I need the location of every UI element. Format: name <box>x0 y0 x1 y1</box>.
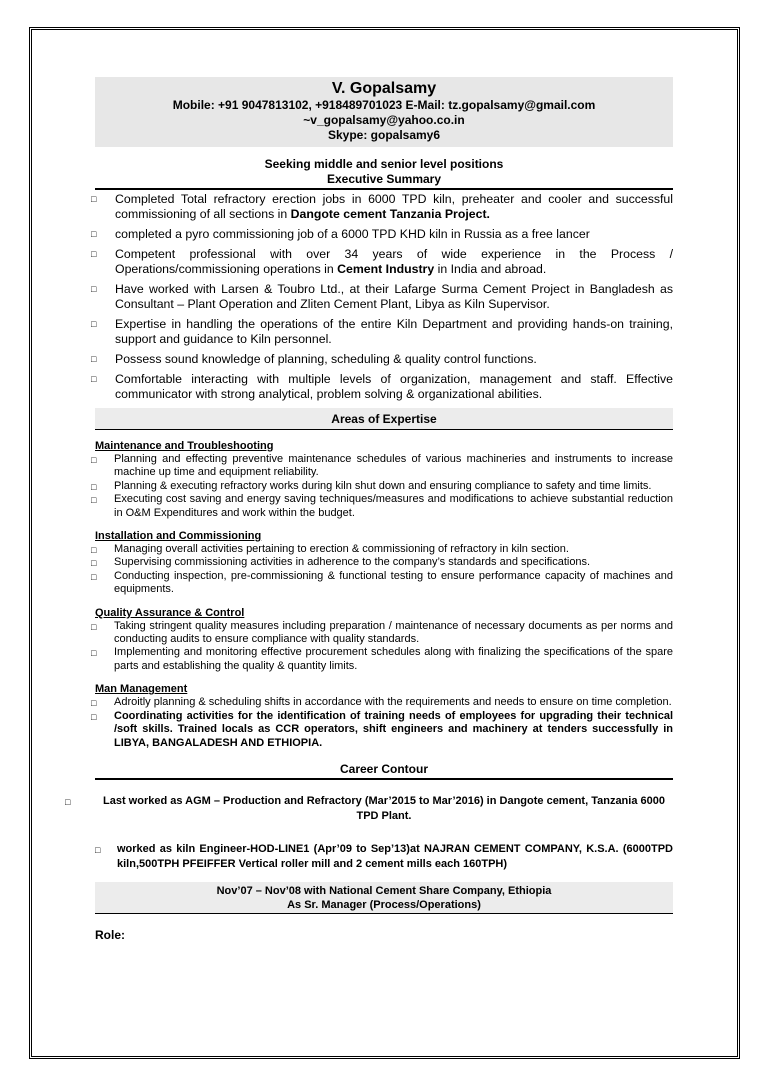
expertise-item: □ Adroitly planning & scheduling shifts in accordance with the requirements and needs to ensure on time completion. <box>91 696 672 709</box>
expertise-item: □ Implementing and monitoring effective procurement schedules along with finalizing the specifications of the spare parts and establishing the quality & quantity limits. <box>91 646 673 672</box>
expertise-item: □ Coordinating activities for the identification of training needs of employees for upgrading their technical /soft skills. Trained locals as CCR operators, shift engineers and machinery at tenders successfully in LIBYA, BANGALADESH AND ETHIOPIA. <box>91 709 673 749</box>
expertise-section <box>91 440 673 520</box>
bullet-icon: □ <box>91 455 97 465</box>
skype-id: Skype: gopalsamy6 <box>327 128 441 142</box>
job-header <box>95 882 673 914</box>
bullet-icon: □ <box>91 558 97 569</box>
bullet-icon: □ <box>95 844 101 855</box>
section-heading: Man Management <box>95 683 188 696</box>
bullet-icon: □ <box>91 374 97 384</box>
bullet-icon: □ <box>91 495 97 506</box>
summary-item: □ Competent professional with over 34 years of wide experience in the Process / Operations/commissioning operations in Cement Industry in India and abroad. <box>91 247 673 276</box>
expertise-item: □ Planning and effecting preventive maintenance schedules of various machineries and instruments to increase machine up time and equipment reliability. <box>91 453 673 479</box>
summary-item: □ Possess sound knowledge of planning, scheduling & quality control functions. <box>91 352 537 366</box>
bullet-icon: □ <box>65 796 71 807</box>
career-item: □ Last worked as AGM – Production and Refractory (Mar’2015 to Mar’2016) in Dangote cement, Tanzania 6000 TPD Plant. <box>65 794 665 822</box>
expertise-item: □ Taking stringent quality measures including preparation / maintenance of necessary documents as per norms and conducting audits to ensure compliance with quality standards. <box>91 619 673 646</box>
summary-item: □ Expertise in handling the operations of the entire Kiln Department and providing hands-on training, support and guidance to Kiln personnel. <box>91 317 673 346</box>
bullet-icon: □ <box>91 648 97 659</box>
expertise-list <box>91 619 673 674</box>
bullet-icon: □ <box>91 481 97 492</box>
expertise-section <box>91 683 673 750</box>
expertise-item: □ Supervising commissioning activities in adherence to the company’s standards and specifications. <box>91 556 591 569</box>
role-label: Role: <box>95 927 125 942</box>
bullet-icon: □ <box>91 571 97 582</box>
section-heading: Maintenance and Troubleshooting <box>95 440 274 452</box>
summary-item: □ Have worked with Larsen & Toubro Ltd., at their Lafarge Surma Cement Project in Bangladesh as Consultant – Plant Operation and Zliten Cement Plant, Libya as Kiln Supervisor. <box>91 282 673 311</box>
expertise-list <box>91 696 673 750</box>
contact-line: Mobile: +91 9047813102, +918489701023 E-Mail: tz.gopalsamy@gmail.com <box>172 98 596 112</box>
expertise-list <box>91 543 673 597</box>
executive-summary-title: Executive Summary <box>95 172 673 190</box>
career-item: □ worked as kiln Engineer-HOD-LINE1 (Apr’09 to Sep’13)at NAJRAN CEMENT COMPANY, K.S.A. (6000TPD kiln,500TPH PFEIFFER Vertical roller mill and 2 cement mills each 160TPH) <box>95 842 673 870</box>
expertise-section <box>91 606 673 674</box>
expertise-item: □ Managing overall activities pertaining to erection & commissioning of refractory in kiln section. <box>91 543 569 556</box>
candidate-name: V. Gopalsamy <box>331 80 437 97</box>
bullet-icon: □ <box>91 354 97 364</box>
seeking-line: Seeking middle and senior level positions <box>264 157 504 171</box>
expertise-item: □ Planning & executing refractory works during kiln shut down and ensuring compliance to safety and time limits. <box>91 479 652 492</box>
section-heading: Quality Assurance & Control <box>95 606 245 619</box>
job-period: Nov’07 – Nov’08 with National Cement Share Company, Ethiopia <box>216 884 552 897</box>
resume-content <box>65 77 673 943</box>
bullet-icon: □ <box>91 711 97 722</box>
bullet-icon: □ <box>91 284 97 294</box>
career-title: Career Contour <box>95 762 673 780</box>
section-heading: Installation and Commissioning <box>95 530 262 543</box>
bullet-icon: □ <box>91 621 97 632</box>
executive-summary-list <box>91 192 673 402</box>
bullet-icon: □ <box>91 249 97 259</box>
bullet-icon: □ <box>91 229 97 239</box>
summary-item: □ Completed Total refractory erection jobs in 6000 TPD kiln, preheater and cooler and successful commissioning of all sections in Dangote cement Tanzania Project. <box>91 192 673 221</box>
summary-item: □ completed a pyro commissioning job of a 6000 TPD KHD kiln in Russia as a free lancer <box>91 227 590 241</box>
expertise-list <box>91 453 673 520</box>
expertise-section <box>91 530 673 597</box>
summary-item: □ Comfortable interacting with multiple levels of organization, management and staff. Effective communicator with strong analytical, problem solving & organizational abilities. <box>91 372 673 401</box>
bullet-icon: □ <box>91 319 97 329</box>
expertise-title: Areas of Expertise <box>95 408 673 430</box>
contact-email-alt: ~v_gopalsamy@yahoo.co.in <box>303 113 465 127</box>
job-role: As Sr. Manager (Process/Operations) <box>287 898 481 911</box>
bullet-icon: □ <box>91 698 97 709</box>
bullet-icon: □ <box>91 194 97 204</box>
expertise-item: □ Executing cost saving and energy saving techniques/measures and modifications to achieve substantial reduction in O&M Expenditures and work within the budget. <box>91 493 673 519</box>
expertise-item: □ Conducting inspection, pre-commissioning & functional testing to ensure performance capacity of machines and equipments. <box>91 569 673 596</box>
resume-header <box>95 77 673 147</box>
bullet-icon: □ <box>91 545 97 556</box>
